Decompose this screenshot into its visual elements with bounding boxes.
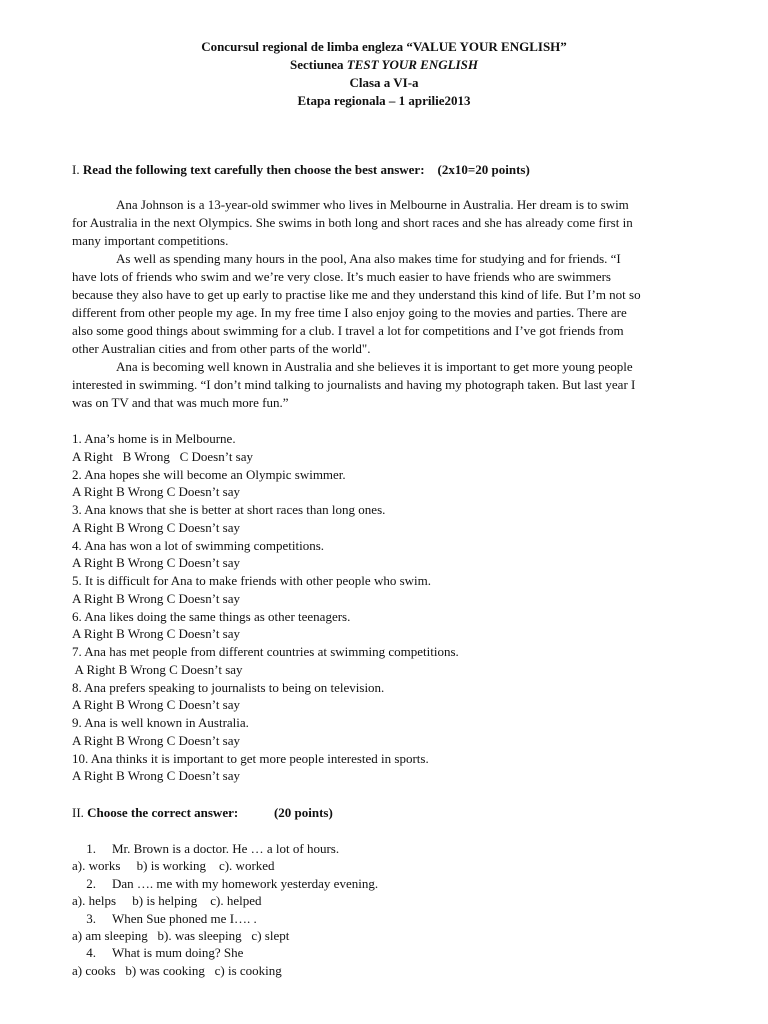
question-text: 8. Ana prefers speaking to journalists to being on television. xyxy=(72,679,385,695)
section2-number: II. xyxy=(72,805,88,820)
question-number: 2. xyxy=(86,875,96,891)
text-line: interested in swimming. “I don’t mind talking to journalists and having my photograph taken. But last year I xyxy=(72,377,636,392)
answer-options: a) am sleeping b). was sleeping c) slept xyxy=(72,928,290,944)
section2-points: (20 points) xyxy=(273,805,333,820)
text-line: have lots of friends who swim and we’re very close. It’s much easier to have friends who are swimmers xyxy=(72,269,611,284)
question-text: 2. Ana hopes she will become an Olympic swimmer. xyxy=(72,466,346,482)
answer-options: a) cooks b) was cooking c) is cooking xyxy=(72,962,282,978)
section-name xyxy=(0,56,768,74)
section2-questions xyxy=(72,840,378,979)
question-text: 5. It is difficult for Ana to make friends with other people who swim. xyxy=(72,573,431,588)
text-line: many important competitions. xyxy=(72,233,229,248)
answer-options: A Right B Wrong C Doesn’t say xyxy=(72,555,241,571)
answer-options: A Right B Wrong C Doesn’t say xyxy=(72,519,241,535)
question-text: Dan …. me with my homework yesterday evening. xyxy=(112,875,379,891)
question-text: 9. Ana is well known in Australia. xyxy=(72,715,249,730)
answer-options: A Right B Wrong C Doesn’t say xyxy=(72,732,241,748)
text-line: was on TV and that was much more fun.” xyxy=(72,395,289,410)
grammar-question xyxy=(72,910,378,927)
question-number: 4. xyxy=(86,945,96,961)
question-text: 10. Ana thinks it is important to get more people interested in sports. xyxy=(72,750,429,766)
section1-questions xyxy=(72,430,459,785)
text-line: for Australia in the next Olympics. She swims in both long and short races and she has already come first in xyxy=(72,215,633,230)
text-line: different from other people my age. In my free time I also enjoy going to the movies and parties. There are xyxy=(72,305,627,320)
answer-options: a). works b) is working c). worked xyxy=(72,858,275,874)
section1-number: I. xyxy=(72,162,83,177)
answer-options: A Right B Wrong C Doesn’t say xyxy=(72,448,254,464)
text-line: Ana Johnson is a 13-year-old swimmer who lives in Melbourne in Australia. Her dream is to swim xyxy=(116,197,629,212)
answer-options: A Right B Wrong C Doesn’t say xyxy=(72,768,241,784)
class-level: Clasa a VI-a xyxy=(349,75,419,90)
text-line: other Australian cities and from other parts of the world". xyxy=(72,341,371,356)
reading-text xyxy=(72,196,732,412)
contest-title: Concursul regional de limba engleza “VALUE YOUR ENGLISH” xyxy=(201,39,567,54)
section1-heading xyxy=(72,162,530,178)
section-name-italic: TEST YOUR ENGLISH xyxy=(346,57,478,72)
section2-title: Choose the correct answer: xyxy=(87,805,239,820)
answer-options: A Right B Wrong C Doesn’t say xyxy=(72,697,241,713)
grammar-question xyxy=(72,944,378,961)
text-line: Ana is becoming well known in Australia and she believes it is important to get more young people xyxy=(116,359,633,374)
answer-options: A Right B Wrong C Doesn’t say xyxy=(72,590,241,606)
section1-title: Read the following text carefully then choose the best answer: xyxy=(82,162,425,177)
answer-options: A Right B Wrong C Doesn’t say xyxy=(72,626,241,642)
answer-options: a). helps b) is helping c). helped xyxy=(72,893,262,909)
question-text: 7. Ana has met people from different countries at swimming competitions. xyxy=(72,644,459,659)
question-text: 1. Ana’s home is in Melbourne. xyxy=(72,431,236,446)
question-number: 1. xyxy=(86,841,96,856)
stage-date: Etapa regionala – 1 aprilie2013 xyxy=(297,93,471,108)
answer-options: A Right B Wrong C Doesn’t say xyxy=(72,661,243,677)
document-header xyxy=(0,38,768,110)
question-text: 6. Ana likes doing the same things as other teenagers. xyxy=(72,608,351,624)
question-text: What is mum doing? She xyxy=(112,945,244,961)
text-line: because they also have to get up early to practise like me and they understand this kind of life. But I’m not so xyxy=(72,287,641,302)
question-text: 4. Ana has won a lot of swimming competitions. xyxy=(72,537,325,553)
answer-options: A Right B Wrong C Doesn’t say xyxy=(72,484,241,500)
text-line: also some good things about swimming for a club. I travel a lot for competitions and I’ve got friends from xyxy=(72,323,624,338)
question-number: 3. xyxy=(86,910,96,926)
grammar-question xyxy=(72,840,378,857)
text-line: As well as spending many hours in the pool, Ana also makes time for studying and for friends. “I xyxy=(116,251,621,266)
question-text: 3. Ana knows that she is better at short races than long ones. xyxy=(72,502,386,517)
grammar-question xyxy=(72,875,378,892)
question-text: Mr. Brown is a doctor. He … a lot of hours. xyxy=(112,841,340,856)
section-name-prefix: Sectiunea xyxy=(290,57,347,72)
section2-heading xyxy=(72,805,333,821)
section1-points: (2x10=20 points) xyxy=(437,162,530,177)
question-text: When Sue phoned me I…. . xyxy=(112,910,257,926)
